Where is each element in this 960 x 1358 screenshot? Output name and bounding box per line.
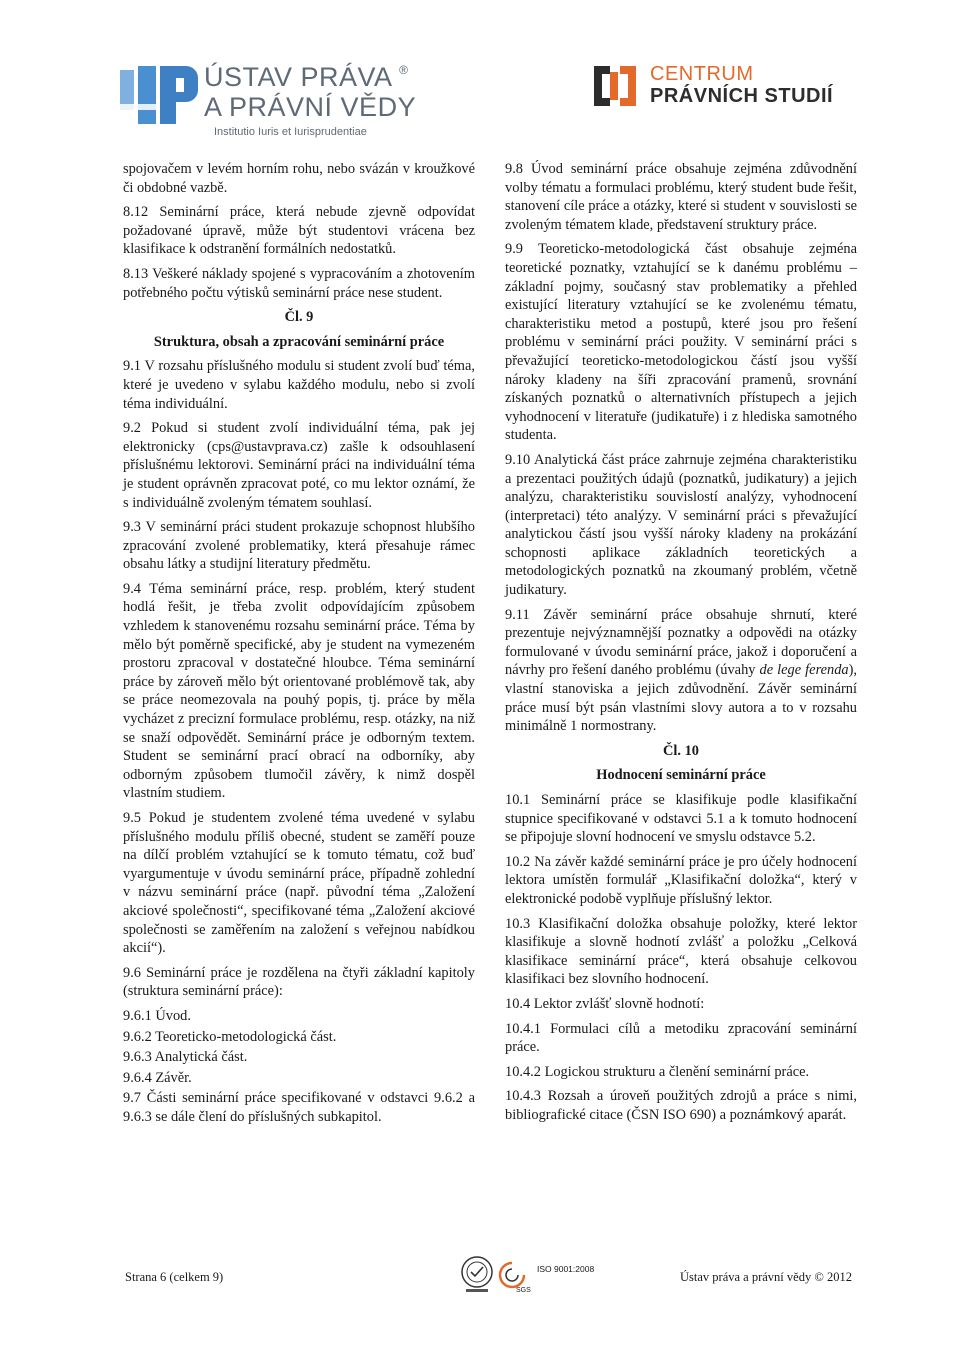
page-number: Strana 6 (celkem 9): [125, 1270, 224, 1284]
list-item: 9.6.2 Teoreticko-metodologická část.: [123, 1028, 337, 1045]
logo-title-line1: ÚSTAV PRÁVA ®: [204, 62, 409, 92]
institute-logo: [118, 60, 418, 140]
paragraph: 9.9 Teoreticko-metodologická část obsahuje zejména teoretické poznatky, vztahující se k danému problému – základní pojmy, současný stav problematiky a přehled existující literatury vztahující se ke zvolenému tématu, charakteristiku metod a postupů, které jsou pro řešení problému v seminární práci použity. V seminární práci s převažující teoreticko-metodologickou částí jsou vyšší nároky kladeny na šíři zpracování pramenů, srovnání získaných poznatků o alternativních přístupech a jejich vyhodnocení v literatuře (judikatuře) i z hlediska samotného studenta.: [505, 241, 857, 444]
paragraph: 9.1 V rozsahu příslušného modulu si student zvolí buď téma, které je uvedeno v sylabu každého modulu, nebo si zvolí téma individuální.: [123, 358, 475, 412]
paragraph: 10.2 Na závěr každé seminární práce je pro účely hodnocení lektora umístěn formulář „Klasifikační doložka“, který v elektronické podobě vyplňuje příslušný lektor.: [505, 853, 857, 907]
latin-phrase: de lege ferenda: [759, 662, 849, 679]
article-number: Čl. 10: [663, 742, 699, 759]
paragraph-text: 9.11 Závěr seminární práce obsahuje shrnutí, které prezentuje nejvýznamnější poznatky a odpovědi na otázky formulované v úvodu seminární práce, jakož i doporučení a návrhy pro řešení daného problému (úvahy: [505, 606, 857, 679]
list-item: 10.4.2 Logickou strukturu a členění seminární práce.: [505, 1063, 810, 1080]
paragraph: [505, 606, 857, 736]
paragraph: 9.2 Pokud si student zvolí individuální téma, pak jej elektronicky (cps@ustavprava.cz) zašle k odsouhlasení příslušnému lektorovi. Seminární práci na individuální téma je student oprávněn zpracovat poté, co mu lektor oznámí, že s individuálně zvoleným tématem souhlasí.: [123, 420, 475, 511]
centrum-logo: [590, 62, 890, 112]
logo-subtitle: Institutio Iuris et Iurisprudentiae: [214, 126, 367, 138]
logo-title-line2: A PRÁVNÍ VĚDY: [204, 92, 417, 122]
article-number: Čl. 9: [284, 309, 314, 326]
page-footer: [0, 1255, 960, 1315]
centrum-line2: PRÁVNÍCH STUDIÍ: [650, 85, 834, 107]
iso-label: ISO 9001:2008: [537, 1264, 595, 1274]
copyright: Ústav práva a právní vědy © 2012: [680, 1270, 852, 1284]
sgs-cert-icon: [498, 1261, 526, 1289]
paragraph: 9.5 Pokud je studentem zvolené téma uvedené v sylabu příslušného modulu příliš obecné, student se zaměří pouze na dílčí problém vztahující se k tomuto tématu, což buď vyargumentuje v úvodu seminární práce, případně zohlední v názvu seminární práce (např. původní téma „Založení akciové společnosti“, specifikované téma „Založení akciové společnosti se zaměřením na založení s veřejnou nabídkou akcií“).: [123, 810, 475, 957]
paragraph: 9.10 Analytická část práce zahrnuje zejména charakteristiku a prezentaci použitých údajů (poznatků, judikatury) a jejich analýzu, charakteristiku souvislostí analýzy, vyhodnocení (interpretaci) této analýzy. V seminární práci s převažující analytickou částí jsou vyšší nároky kladeny na prokázání schopnosti aplikace základních teoretických a metodologických poznatků na zkoumaný problém, včetně judikatury.: [505, 451, 857, 599]
list-item: 9.6.1 Úvod.: [123, 1007, 191, 1024]
right-column: [505, 160, 857, 1131]
paragraph: 8.12 Seminární práce, která nebude zjevně odpovídat požadované úpravě, může být studentovi vrácena bez klasifikace k odstranění formálních nedostatků.: [123, 204, 475, 258]
up-logo-icon: [118, 60, 198, 130]
list-item: 10.4.1 Formulaci cílů a metodiku zpracování seminární práce.: [505, 1020, 857, 1056]
list-item: 9.6.4 Závěr.: [123, 1069, 192, 1086]
centrum-line1: CENTRUM: [650, 63, 754, 85]
article-title: Struktura, obsah a zpracování seminární práce: [153, 333, 445, 350]
page-header: [0, 0, 960, 150]
centrum-bracket-icon: [590, 62, 642, 110]
paragraph: spojovačem v levém horním rohu, nebo svázán v kroužkové či obdobné vazbě.: [123, 161, 475, 196]
list-item: 10.4.3 Rozsah a úroveň použitých zdrojů a práce s nimi, bibliografické citace (ČSN ISO 690) a poznámkový aparát.: [505, 1088, 857, 1123]
list-item: 9.6.3 Analytická část.: [123, 1049, 248, 1066]
paragraph: 9.3 V seminární práci student prokazuje schopnost hlubšího zpracování zvolené problematiky, která přesahuje rámec obsahu látky a studijní literatury předmětu.: [123, 519, 475, 573]
paragraph: 8.13 Veškeré náklady spojené s vypracováním a zhotovením potřebného počtu výtisků seminární práce nese student.: [123, 265, 475, 301]
paragraph: 9.6 Seminární práce je rozdělena na čtyři základní kapitoly (struktura seminární práce):: [123, 964, 475, 1000]
paragraph-text: ), vlastní stanoviska a jejich zdůvodnění. Závěr seminární práce musí být psán vlastními slovy autora a to v rozsahu minimálně 1 normostrany.: [505, 662, 857, 735]
paragraph: 9.4 Téma seminární práce, resp. problém, který student hodlá řešit, je třeba zvolit odpovídajícím způsobem vzhledem k stanovenému rozsahu seminární práce. Téma by mělo být poměrně specifické, aby je student na vymezeném prostoru zpracoval v dostatečné hloubce. Téma seminární práce by zároveň mělo být orientované problémově tak, aby se práce neomezovala na pouhý popis, tj. práce by měla vycházet z precizní formulace problému, resp. otázky, na niž se snaží odpovědět. Seminární práce je odborným textem. Student se seminární prací obrací na odborníky, aby odborným způsobem tlumočil závěry, k nimž dospěl vlastním studiem.: [123, 580, 475, 802]
paragraph: 10.3 Klasifikační doložka obsahuje položky, které lektor klasifikuje a slovně hodnotí zvlášť a položku „Celková klasifikace seminární práce“, která obsahuje celkovou klasifikaci bez slovního hodnocení.: [505, 915, 857, 988]
paragraph: 10.4 Lektor zvlášť slovně hodnotí:: [505, 995, 705, 1012]
registered-mark: ®: [399, 63, 409, 77]
paragraph: 9.7 Části seminární práce specifikované v odstavci 9.6.2 a 9.6.3 se dále člení do příslušných subkapitol.: [123, 1090, 475, 1125]
article-title: Hodnocení seminární práce: [596, 767, 766, 784]
paragraph: 10.1 Seminární práce se klasifikuje podle klasifikační stupnice specifikované v odstavci 5.1 a k tomuto hodnocení se připojuje slovní hodnocení ve smyslu odstavce 5.2.: [505, 792, 857, 846]
sgs-label: SGS: [516, 1287, 531, 1294]
paragraph: 9.8 Úvod seminární práce obsahuje zejména zdůvodnění volby tématu a formulaci problému, který student bude řešit, stanovení cíle práce a otázky, které si student v souvislosti se zvoleným tématem klade, představení struktury práce.: [505, 161, 857, 233]
certification-seal-icon: [460, 1255, 494, 1295]
left-column: [123, 160, 475, 1133]
